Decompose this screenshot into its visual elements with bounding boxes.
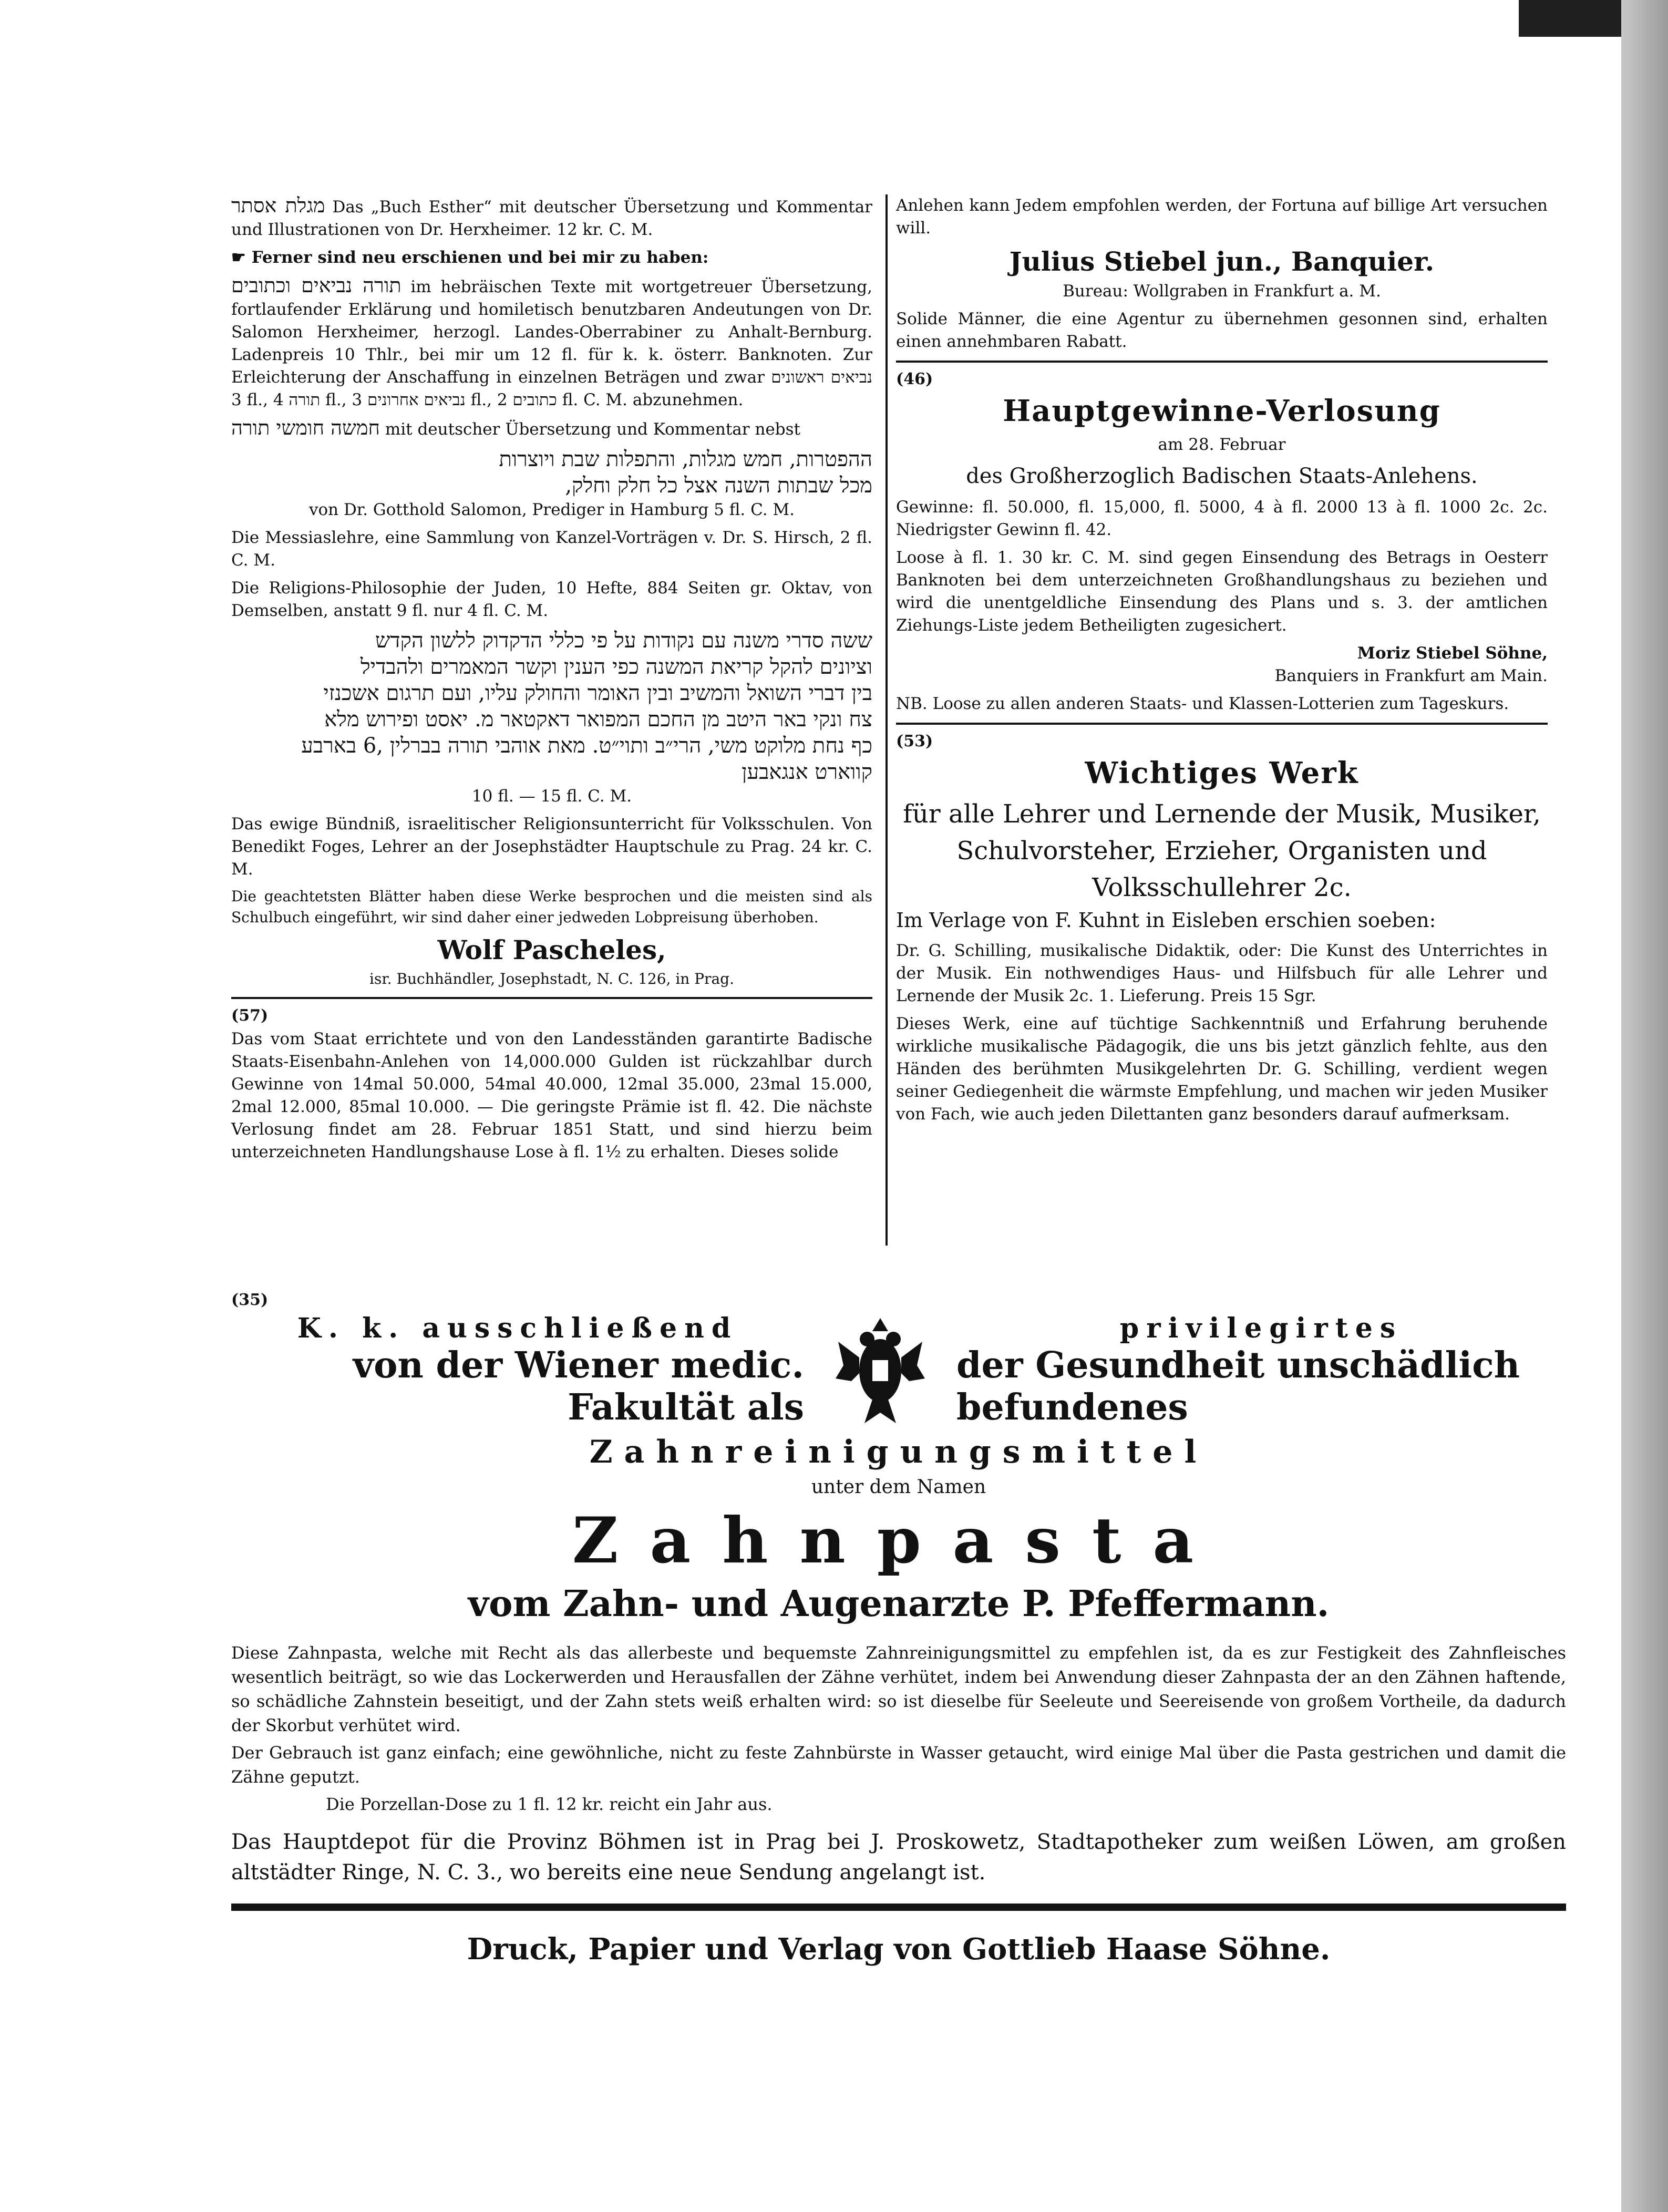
ad-number-46: (46) bbox=[896, 370, 933, 388]
left-column bbox=[231, 194, 872, 1169]
tanach-hebrew: תורה נביאים וכתובים bbox=[231, 274, 401, 297]
werk-verlag: Im Verlage von F. Kuhnt in Eisleben erschien soeben: bbox=[896, 909, 1436, 932]
verlosung-nb: NB. Loose zu allen anderen Staats- und Klassen-Lotterien zum Tageskurs. bbox=[896, 694, 1509, 713]
verlosung-title: Hauptgewinne-Verlosung bbox=[1003, 394, 1441, 428]
mishna-price: 10 fl. — 15 fl. C. M. bbox=[471, 787, 632, 806]
zahnpasta-doctor: vom Zahn- und Augenarzte P. Pfeffermann. bbox=[468, 1583, 1330, 1625]
privilege-lines bbox=[231, 1312, 1566, 1428]
zahnpasta-ad bbox=[231, 1288, 1566, 1967]
mishna-hebrew-2: וציונים להקל קריאת המשנה כפי הענין וקשר המאמרים ולהבדיל bbox=[360, 655, 872, 679]
anlehen-continuation: Anlehen kann Jedem empfohlen werden, der Fortuna auf billige Art versuchen will. bbox=[896, 196, 1548, 238]
section-divider bbox=[896, 361, 1548, 363]
zahnpasta-depot: Das Hauptdepot für die Provinz Böhmen ist in Prag bei J. Proskowetz, Stadtapotheker zum weißen Löwen, am großen altstädter Ringe, N. C. 3., wo bereits eine neue Sendung angelangt ist. bbox=[231, 1830, 1566, 1885]
banker-name: Julius Stiebel jun., Banquier. bbox=[1009, 246, 1435, 277]
agent-notice: Solide Männer, die eine Agentur zu übernehmen gesonnen sind, erhalten einen annehmbaren Rabatt. bbox=[896, 310, 1548, 351]
esther-hebrew: מגלת אסתר bbox=[231, 194, 325, 217]
esther-text: Das „Buch Esther“ mit deutscher Übersetzung und Kommentar und Illustrationen von Dr. Herxheimer. 12 kr. C. M. bbox=[231, 198, 872, 239]
tanach-text: im hebräischen Texte mit wortgetreuer Übersetzung, fortlaufender Erklärung und homiletisch benutzbaren Andeutungen von Dr. Salomon Herxheimer, herzogl. Landes-Oberrabiner zu Anhalt-Bernburg. Ladenpreis 10 Thlr., bei mir um 12 fl. für k. k. österr. Banknoten. Zur Erleichterung der Anschaffung in einzelnen Beträgen und zwar נביאים ראשונים 3 fl., תורה 4 fl., נביאים אחרונים 3 fl., כתובים 2 fl. C. M. abzunehmen. bbox=[231, 277, 872, 409]
section-divider bbox=[896, 723, 1548, 725]
zahnreinigung-title: Zahnreinigungsmittel bbox=[589, 1434, 1208, 1470]
new-publications-heading: ☛ Ferner sind neu erschienen und bei mir zu haben: bbox=[231, 248, 709, 267]
verlosung-gewinne: Gewinne: fl. 50.000, fl. 15,000, fl. 5000, 4 à fl. 2000 13 à fl. 1000 2c. 2c. Niedrigster Gewinn fl. 42. bbox=[896, 498, 1548, 539]
right-column bbox=[896, 194, 1548, 1131]
banker-bureau: Bureau: Wollgraben in Frankfurt a. M. bbox=[1063, 282, 1381, 301]
mishna-hebrew-4: צח ונקי באר היטב מן החכם המפואר דאקטאר מ. יאסט ופירוש מלא bbox=[324, 707, 872, 732]
chumash-text: mit deutscher Übersetzung und Kommentar nebst bbox=[385, 420, 800, 439]
section-divider bbox=[231, 997, 872, 999]
chumash-author: von Dr. Gotthold Salomon, Prediger in Hamburg 5 fl. C. M. bbox=[308, 500, 795, 519]
zahnpasta-under-name: unter dem Namen bbox=[811, 1476, 986, 1498]
chumash-hebrew: חמשה חומשי תורה bbox=[231, 416, 380, 439]
zahnpasta-body-3: Die Porzellan-Dose zu 1 fl. 12 kr. reicht ein Jahr aus. bbox=[326, 1794, 773, 1814]
mishna-hebrew-3: בין דברי השואל והמשיב ובין האומר והחולק עליו, ועם תרגום אשכנזי bbox=[323, 681, 872, 705]
chumash-hebrew-line-3: מכל שבתות השנה אצל כל חלק וחלק, bbox=[565, 474, 872, 498]
zahnpasta-body-1: Diese Zahnpasta, welche mit Recht als das allerbeste und bequemste Zahnreinigungsmittel zu empfehlen ist, da es zur Festigkeit des Zahnfleisches wesentlich beiträgt, so wie das Lockerwerden und Herausfallen der Zähne verhütet, indem bei Anwendung dieser Zahnpasta der an den Zähnen haftende, so schädliche Zahnstein beseitigt, und der Zahn stets weiß erhalten wird: so ist dieselbe für Seeleute und Seereisende von großem Vortheile, da dadurch der Skorbut verhütet wird. bbox=[231, 1643, 1566, 1735]
mishna-hebrew-6: קווארט אנגאבען bbox=[742, 760, 872, 784]
werk-schilling: Dr. G. Schilling, musikalische Didaktik, oder: Die Kunst des Unterrichtes in der Musik. Ein nothwendiges Haus- und Hilfsbuch für alle Lehrer und Lernende der Musik 2c. 1. Lieferung. Preis 15 Sgr. bbox=[896, 941, 1548, 1005]
verlosung-signature-sub: Banquiers in Frankfurt am Main. bbox=[1274, 666, 1548, 685]
werk-description: Dieses Werk, eine auf tüchtige Sachkenntniß und Erfahrung beruhende wirkliche musikalische Pädagogik, die uns bis jetzt gänzlich fehlte, aus den Händen des berühmten Musikgelehrten Dr. G. Schilling, verdient wegen seiner Gediegenheit die wärmste Empfehlung, und machen wir jeden Musiker von Fach, wie auch jeden Dilettanten ganz besonders darauf aufmerksam. bbox=[896, 1014, 1548, 1124]
ad-number-35: (35) bbox=[231, 1291, 269, 1309]
signature-pascheles: Wolf Pascheles, bbox=[437, 934, 666, 965]
privilege-line-1-left: K. k. ausschließend bbox=[297, 1312, 738, 1344]
buendniss-ad: Das ewige Bündniß, israelitischer Religionsunterricht für Volksschulen. Von Benedikt Foges, Lehrer an der Josephstädter Hauptschule zu Prag. 24 kr. C. M. bbox=[231, 815, 872, 879]
privilege-line-2-right: der Gesundheit unschädlich befundenes bbox=[956, 1344, 1520, 1428]
mishna-hebrew-5: כף נחת מלוקט משי, הרי״ב ותוי״ט. מאת אוהבי תורה בברלין ,6 בארבע bbox=[301, 734, 872, 758]
double-eagle-icon bbox=[836, 1315, 925, 1426]
ad-number-53: (53) bbox=[896, 732, 933, 750]
verlosung-signature: Moriz Stiebel Söhne, bbox=[1357, 644, 1548, 663]
zahnpasta-title: Zahnpasta bbox=[572, 1504, 1226, 1578]
tanach-ad bbox=[231, 274, 872, 411]
chumash-ad bbox=[231, 417, 872, 441]
footer-rule bbox=[231, 1904, 1566, 1911]
column-divider bbox=[886, 194, 888, 1246]
recommendation-text: Die geachtetsten Blätter haben diese Werke besprochen und die meisten sind als Schulbuch eingeführt, wir sind daher einer jedweden Lobpreisung überhoben. bbox=[231, 888, 872, 926]
verlosung-loose: Loose à fl. 1. 30 kr. C. M. sind gegen Einsendung des Betrags in Oesterr Banknoten bei dem unterzeichneten Großhandlungshaus zu beziehen und wird die unentgeldliche Einsendung des Plans und s. 3. der amtlichen Ziehungs-Liste jedem Betheiligten zugesichert. bbox=[896, 548, 1548, 635]
zahnpasta-body-2: Der Gebrauch ist ganz einfach; eine gewöhnliche, nicht zu feste Zahnbürste in Wasser getaucht, wird einige Mal über die Pasta gestrichen und damit die Zähne geputzt. bbox=[231, 1743, 1566, 1787]
pointing-hand-icon: ☛ bbox=[231, 248, 252, 267]
werk-title: Wichtiges Werk bbox=[1085, 756, 1359, 790]
privilege-line-2-left: von der Wiener medic. Fakultät als bbox=[353, 1344, 804, 1428]
signature-pascheles-sub: isr. Buchhändler, Josephstadt, N. C. 126, in Prag. bbox=[369, 970, 734, 987]
ad-number-57: (57) bbox=[231, 1006, 269, 1025]
mishna-hebrew-1: ששה סדרי משנה עם נקודות על פי כללי הדקדוק ללשון הקדש bbox=[375, 629, 872, 653]
badische-anlehen-ad: Das vom Staat errichtete und von den Landesständen garantirte Badische Staats-Eisenbahn-Anlehen von 14,000.000 Gulden ist rückzahlbar durch Gewinne von 14mal 50.000, 54mal 40.000, 12mal 35.000, 23mal 15.000, 2mal 12.000, 85mal 10.000. — Die geringste Prämie ist fl. 42. Die nächste Verlosung findet am 28. Februar 1851 Statt, und sind hierzu beim unterzeichneten Handlungshause Lose à fl. 1½ zu erhalten. Dieses solide bbox=[231, 1030, 872, 1161]
imprint-footer: Druck, Papier und Verlag von Gottlieb Haase Söhne. bbox=[467, 1932, 1331, 1967]
werk-subtitle: für alle Lehrer und Lernende der Musik, Musiker, Schulvorsteher, Erzieher, Organisten und Volksschullehrer 2c. bbox=[903, 799, 1541, 902]
scan-edge-right bbox=[1621, 0, 1668, 2212]
privilege-line-1-right: privilegirtes bbox=[1119, 1312, 1403, 1344]
chumash-hebrew-line-2: ההפטרות, חמש מגלות, והתפלות שבת ויוצרות bbox=[499, 447, 872, 471]
esther-ad bbox=[231, 194, 872, 241]
religions-philosophie-ad: Die Religions-Philosophie der Juden, 10 Hefte, 884 Seiten gr. Oktav, von Demselben, anstatt 9 fl. nur 4 fl. C. M. bbox=[231, 579, 872, 620]
verlosung-date: am 28. Februar bbox=[1158, 435, 1286, 454]
verlosung-sub: des Großherzoglich Badischen Staats-Anlehens. bbox=[966, 464, 1478, 488]
messiaslehre-ad: Die Messiaslehre, eine Sammlung von Kanzel-Vorträgen v. Dr. S. Hirsch, 2 fl. C. M. bbox=[231, 528, 872, 570]
